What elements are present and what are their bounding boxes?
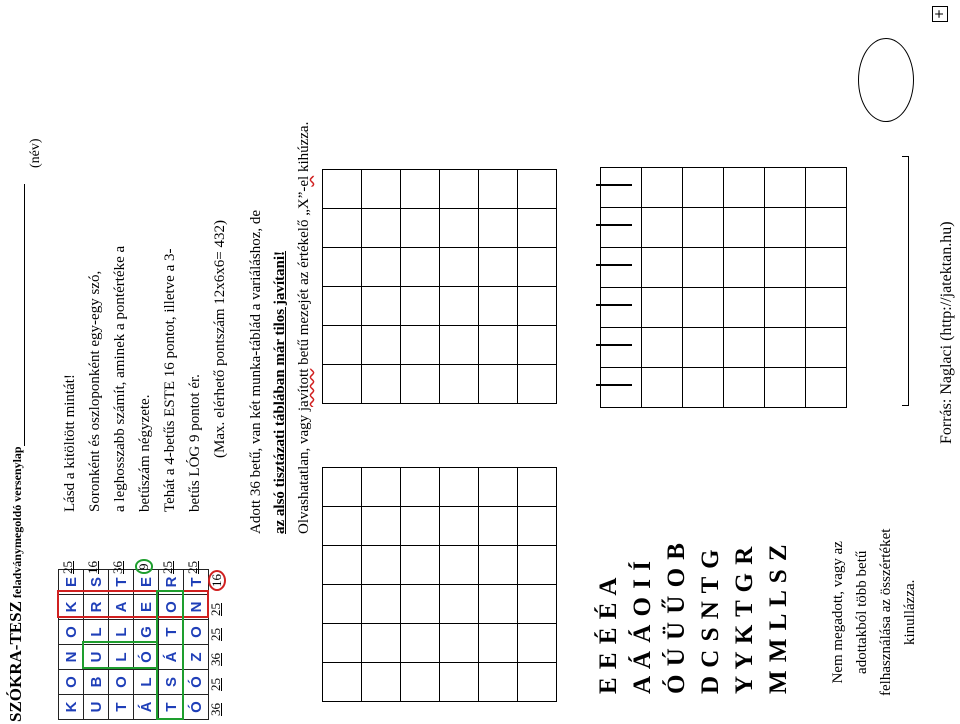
grid-cell[interactable] <box>401 326 440 365</box>
grid-cell[interactable] <box>724 328 765 368</box>
example-cell: O <box>59 620 84 645</box>
example-cell: Ó <box>184 670 209 695</box>
instruction-line: a leghosszabb számít, aminek a pontértéke a <box>112 245 128 512</box>
row-score: 25 <box>60 561 75 574</box>
grid-cell[interactable] <box>765 288 806 328</box>
example-cell: Ó <box>134 645 159 670</box>
grid-cell[interactable] <box>401 624 440 663</box>
grid-cell[interactable] <box>401 248 440 287</box>
grid-cell[interactable] <box>440 624 479 663</box>
grid-cell[interactable] <box>323 663 362 702</box>
grid-cell[interactable] <box>683 288 724 328</box>
grid-cell[interactable] <box>440 287 479 326</box>
grid-cell[interactable] <box>642 288 683 328</box>
grid-cell[interactable] <box>518 248 557 287</box>
adott-text <box>244 122 316 534</box>
grid-cell[interactable] <box>479 170 518 209</box>
grid-cell[interactable] <box>518 209 557 248</box>
example-cell: T <box>109 570 134 595</box>
grid-cell[interactable] <box>362 546 401 585</box>
example-cell: O <box>184 620 209 645</box>
grid-cell[interactable] <box>440 663 479 702</box>
grid-cell[interactable] <box>323 248 362 287</box>
grid-cell[interactable] <box>479 507 518 546</box>
grid-cell[interactable] <box>518 365 557 404</box>
grid-cell[interactable] <box>518 170 557 209</box>
grid-cell[interactable] <box>601 208 642 248</box>
grid-cell[interactable] <box>401 170 440 209</box>
grid-cell[interactable] <box>642 248 683 288</box>
example-cell: E <box>134 595 159 620</box>
grid-cell[interactable] <box>401 209 440 248</box>
letter-row: Y Y K T G R <box>731 545 758 694</box>
example-cell: R <box>159 570 184 595</box>
grid-cell[interactable] <box>323 546 362 585</box>
grid-cell[interactable] <box>518 624 557 663</box>
grid-cell[interactable] <box>401 287 440 326</box>
row-score: 36 <box>110 561 125 574</box>
nem-line: kinullázza. <box>902 579 918 645</box>
grid-cell[interactable] <box>518 546 557 585</box>
grid-cell[interactable] <box>806 208 847 248</box>
grid-cell[interactable] <box>440 326 479 365</box>
grid-cell[interactable] <box>479 663 518 702</box>
grid-cell[interactable] <box>601 328 642 368</box>
answer-line[interactable] <box>596 344 632 346</box>
nem-line: adottakból több betű <box>854 550 870 674</box>
instruction-line: Tehát a 4-betűs ESTE 16 pontot, illetve a 3- <box>162 248 178 512</box>
col-score: 25 <box>208 603 223 616</box>
instruction-line: (Max. elérhető pontszám 12x6x6= 432) <box>212 220 228 458</box>
example-cell: U <box>84 695 109 720</box>
grid-cell[interactable] <box>601 368 642 408</box>
grid-cell[interactable] <box>601 248 642 288</box>
grid-cell[interactable] <box>401 663 440 702</box>
grid-cell[interactable] <box>765 328 806 368</box>
grid-cell[interactable] <box>362 170 401 209</box>
grid-cell[interactable] <box>765 208 806 248</box>
instructions <box>58 220 233 512</box>
letter-row: E E É É A <box>595 576 622 694</box>
answer-line[interactable] <box>596 304 632 306</box>
grid-cell[interactable] <box>642 208 683 248</box>
grid-cell[interactable] <box>323 209 362 248</box>
work-grid-1[interactable] <box>322 467 557 702</box>
col-score: 25 <box>208 628 223 641</box>
grid-cell[interactable] <box>518 507 557 546</box>
letter-row: A Á Á O I Í <box>629 560 656 694</box>
example-cell: Ó <box>184 695 209 720</box>
grid-cell[interactable] <box>724 208 765 248</box>
example-cell: L <box>84 620 109 645</box>
grid-cell[interactable] <box>642 368 683 408</box>
plus-box-icon[interactable]: + <box>932 6 948 22</box>
grid-cell[interactable] <box>323 287 362 326</box>
grid-cell[interactable] <box>323 326 362 365</box>
example-grid <box>58 569 209 720</box>
grid-cell[interactable] <box>479 209 518 248</box>
example-cell: Á <box>159 645 184 670</box>
grid-cell[interactable] <box>518 468 557 507</box>
nem-line: felhasználása az összértéket <box>878 528 894 696</box>
grid-cell[interactable] <box>401 507 440 546</box>
grid-cell[interactable] <box>323 365 362 404</box>
grid-cell[interactable] <box>479 365 518 404</box>
nem-megadott-text <box>826 529 922 696</box>
adott-line1: Adott 36 betű, van két munka-táblád a variáláshoz, de <box>248 209 264 534</box>
example-cell: Á <box>134 695 159 720</box>
example-cell: S <box>159 670 184 695</box>
row-score: 16 <box>85 561 100 574</box>
grid-cell[interactable] <box>323 585 362 624</box>
example-cell: T <box>159 695 184 720</box>
grid-cell[interactable] <box>479 468 518 507</box>
grid-cell[interactable] <box>518 585 557 624</box>
grid-cell[interactable] <box>765 368 806 408</box>
grid-cell[interactable] <box>440 585 479 624</box>
source-footer: Forrás: Naglaci (http://jatektan.hu) <box>938 221 955 444</box>
final-grid-bracket <box>902 156 909 406</box>
grid-cell[interactable] <box>806 288 847 328</box>
example-cell: N <box>184 595 209 620</box>
given-letters <box>592 542 796 694</box>
example-cell: O <box>59 670 84 695</box>
letter-row: Ó Ú Ü Ű O B <box>663 542 690 694</box>
example-cell: L <box>134 670 159 695</box>
grid-cell[interactable] <box>806 328 847 368</box>
grid-cell[interactable] <box>401 468 440 507</box>
grid-cell[interactable] <box>724 288 765 328</box>
example-cell: N <box>59 645 84 670</box>
example-cell: R <box>84 595 109 620</box>
grid-cell[interactable] <box>601 288 642 328</box>
row-score: 25 <box>185 561 200 574</box>
col-score: 36 <box>208 653 223 666</box>
instruction-line: betűszám négyzete. <box>137 394 153 512</box>
grid-cell[interactable] <box>479 546 518 585</box>
grid-cell[interactable] <box>440 507 479 546</box>
example-cell: E <box>59 570 84 595</box>
grid-cell[interactable] <box>518 326 557 365</box>
name-line[interactable] <box>16 184 25 446</box>
adott-line2: az alsó tisztázati táblában már tilos javítani! <box>272 250 288 534</box>
example-cell: E <box>134 570 159 595</box>
grid-cell[interactable] <box>765 168 806 208</box>
grid-cell[interactable] <box>362 585 401 624</box>
grid-cell[interactable] <box>362 663 401 702</box>
grid-cell[interactable] <box>323 507 362 546</box>
final-grid[interactable] <box>600 167 847 408</box>
example-cell: S <box>84 570 109 595</box>
grid-cell[interactable] <box>401 585 440 624</box>
example-cell: T <box>184 570 209 595</box>
adott-line3: Olvashatatlan, vagy javított betű mezejét az értékelő „X”-el kihúzza. <box>296 121 312 534</box>
grid-cell[interactable] <box>724 248 765 288</box>
example-cell: L <box>109 620 134 645</box>
grid-cell[interactable] <box>401 365 440 404</box>
instruction-line: betűs LÓG 9 pontot ér. <box>187 374 203 512</box>
grid-cell[interactable] <box>683 208 724 248</box>
grid-cell[interactable] <box>440 468 479 507</box>
grid-cell[interactable] <box>601 168 642 208</box>
grid-cell[interactable] <box>440 209 479 248</box>
grid-cell[interactable] <box>683 248 724 288</box>
grid-cell[interactable] <box>642 168 683 208</box>
grid-cell[interactable] <box>323 468 362 507</box>
grid-cell[interactable] <box>362 209 401 248</box>
grid-cell[interactable] <box>765 248 806 288</box>
example-cell: O <box>109 670 134 695</box>
grid-cell[interactable] <box>362 365 401 404</box>
grid-cell[interactable] <box>479 624 518 663</box>
answer-line[interactable] <box>596 264 632 266</box>
row-score: 9 <box>135 560 153 575</box>
grid-cell[interactable] <box>362 287 401 326</box>
letter-row: D C S N T G <box>697 548 724 694</box>
grid-cell[interactable] <box>362 468 401 507</box>
answer-line[interactable] <box>596 184 632 186</box>
grid-cell[interactable] <box>362 624 401 663</box>
example-cell: T <box>109 695 134 720</box>
example-cell: L <box>109 645 134 670</box>
total-ellipse[interactable] <box>858 38 914 122</box>
col-score: 36 <box>208 703 223 716</box>
grid-cell[interactable] <box>440 248 479 287</box>
instruction-line: Lásd a kitöltött mintát! <box>62 374 78 512</box>
example-cell: K <box>59 595 84 620</box>
nem-line: Nem megadott, vagy az <box>830 541 846 684</box>
grid-cell[interactable] <box>683 328 724 368</box>
example-cell: T <box>159 620 184 645</box>
grid-cell[interactable] <box>518 287 557 326</box>
example-cell: Z <box>184 645 209 670</box>
grid-cell[interactable] <box>683 368 724 408</box>
answer-line[interactable] <box>596 224 632 226</box>
grid-cell[interactable] <box>724 368 765 408</box>
name-label: (név) <box>28 138 43 168</box>
col-score: 25 <box>208 678 223 691</box>
grid-cell[interactable] <box>440 546 479 585</box>
grid-cell[interactable] <box>806 168 847 208</box>
example-cell: B <box>84 670 109 695</box>
grid-cell[interactable] <box>479 326 518 365</box>
letter-row: M M L L S Z <box>765 543 792 694</box>
grid-cell[interactable] <box>806 368 847 408</box>
grid-cell[interactable] <box>683 168 724 208</box>
grid-cell[interactable] <box>440 365 479 404</box>
grid-cell[interactable] <box>518 663 557 702</box>
example-cell: O <box>159 595 184 620</box>
grid-cell[interactable] <box>401 546 440 585</box>
example-cell: U <box>84 645 109 670</box>
grid-cell[interactable] <box>323 624 362 663</box>
grid-cell[interactable] <box>724 168 765 208</box>
grid-cell[interactable] <box>479 585 518 624</box>
example-cell: G <box>134 620 159 645</box>
grid-cell[interactable] <box>479 248 518 287</box>
answer-line[interactable] <box>596 384 632 386</box>
grid-cell[interactable] <box>362 248 401 287</box>
example-cell: K <box>59 695 84 720</box>
grid-cell[interactable] <box>642 328 683 368</box>
instruction-line: Soronként és oszloponként egy-egy szó, <box>87 270 103 512</box>
example-cell: A <box>109 595 134 620</box>
page-title: SZÓKRA-TESZ feladványmegoldó versenylap <box>6 446 25 722</box>
row-score: 25 <box>160 561 175 574</box>
work-grid-2[interactable] <box>322 169 557 404</box>
grid-cell[interactable] <box>479 287 518 326</box>
grid-cell[interactable] <box>806 248 847 288</box>
grid-cell[interactable] <box>362 326 401 365</box>
grid-cell[interactable] <box>362 507 401 546</box>
col-score: 16 <box>208 570 226 591</box>
grid-cell[interactable] <box>440 170 479 209</box>
grid-cell[interactable] <box>323 170 362 209</box>
